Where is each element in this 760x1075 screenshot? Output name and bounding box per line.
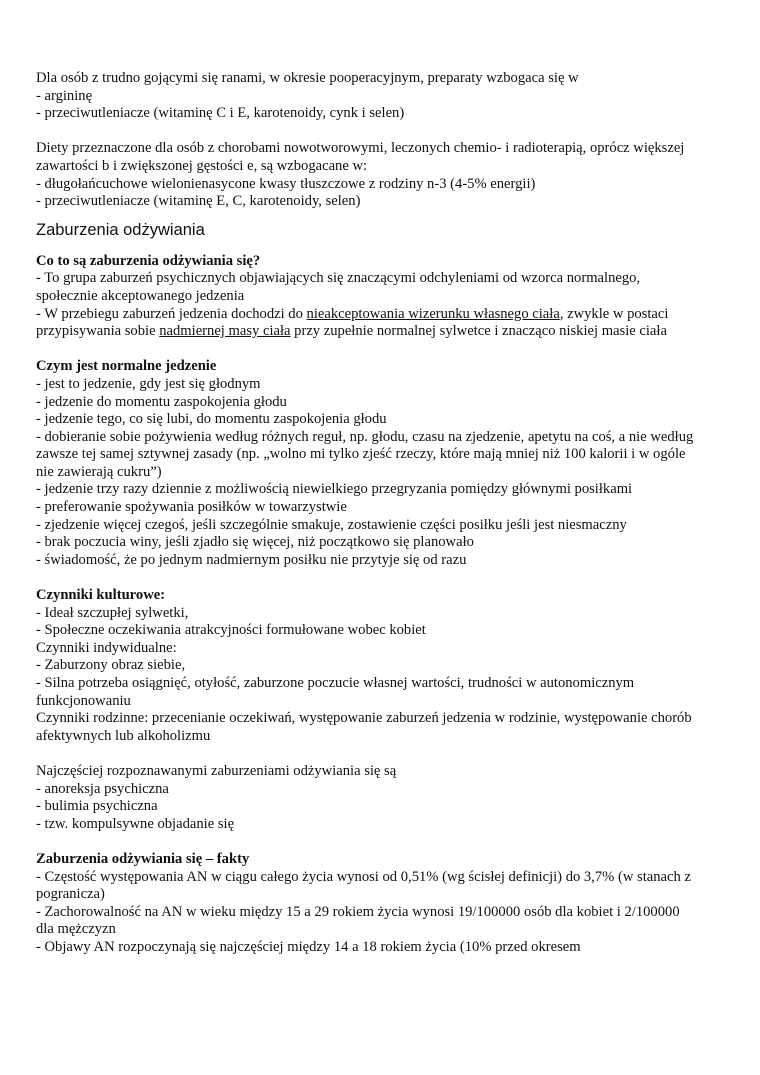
list-item: - dobieranie sobie pożywienia według różnych reguł, np. głodu, czasu na zjedzenie, apetytu na coś, a nie według zawsze tej samej sztywnej zasady (np. „wolno mi tylko zjeść rzeczy, które mają mniej niż 100 kalorii i w ogóle nie zawierają cukru”) bbox=[36, 428, 694, 480]
list-item: - W przebiegu zaburzeń jedzenia dochodzi do nieakceptowania wizerunku własnego ciała, zwykle w postaci przypisywania sobie nadmiernej masy ciała przy zupełnie normalnej sylwetce i znacząco niskiej masie ciała bbox=[36, 305, 669, 340]
list-item: - anoreksja psychiczna bbox=[36, 780, 169, 797]
list-item: - przeciwutleniacze (witaminę C i E, karotenoidy, cynk i selen) bbox=[36, 105, 405, 122]
wound-diet-intro: Dla osób z trudno gojącymi się ranami, w okresie pooperacyjnym, preparaty wzbogaca się w bbox=[36, 70, 579, 86]
list-item: - To grupa zaburzeń psychicznych objawiających się znaczącymi odchyleniami od wzorca normalnego, społecznie akceptowanego jedzenia bbox=[36, 270, 641, 304]
list-item: - Objawy AN rozpoczynają się najczęściej między 14 a 18 rokiem życia (10% przed okresem bbox=[36, 938, 581, 955]
list-item: - jedzenie do momentu zaspokojenia głodu bbox=[36, 393, 287, 410]
underlined-phrase: nieakceptowania wizerunku własnego ciała bbox=[306, 305, 560, 322]
family-factors: Czynniki rodzinne: przecenianie oczekiwań, występowanie zaburzeń jedzenia w rodzinie, występowanie chorób afektywnych lub alkoholizmu bbox=[36, 710, 692, 744]
list-item: - jedzenie tego, co się lubi, do momentu zaspokojenia głodu bbox=[36, 411, 387, 428]
paragraph-gap bbox=[36, 745, 696, 763]
list-item: - jedzenie trzy razy dziennie z możliwością niewielkiego przegryzania pomiędzy głównymi posiłkami bbox=[36, 481, 633, 498]
list-item: - preferowanie spożywania posiłków w towarzystwie bbox=[36, 499, 347, 516]
section-heading: Zaburzenia odżywiania bbox=[36, 220, 205, 239]
paragraph-gap bbox=[36, 123, 696, 141]
individual-factors-title: Czynniki indywidualne: bbox=[36, 639, 177, 656]
list-item: - Silna potrzeba osiągnięć, otyłość, zaburzone poczucie własnej wartości, trudności w autonomicznym funkcjonowaniu bbox=[36, 675, 635, 709]
list-item: - Zachorowalność na AN w wieku między 15 a 29 rokiem życia wynosi 19/100000 osób dla kobiet i 2/100000 dla mężczyzn bbox=[36, 903, 680, 938]
cancer-diet-intro: Diety przeznaczone dla osób z chorobami nowotworowymi, leczonych chemio- i radioterapią, oprócz większej zawartości b i zwiększonej gęstości e, są wzbogacane w: bbox=[36, 140, 685, 174]
list-item: - tzw. kompulsywne objadanie się bbox=[36, 815, 235, 832]
list-item: - brak poczucia winy, jeśli zjadło się więcej, niż początkowo się planowało bbox=[36, 534, 474, 551]
what-is-title: Co to są zaburzenia odżywiania się? bbox=[36, 252, 261, 269]
normal-eating-title: Czym jest normalne jedzenie bbox=[36, 358, 217, 375]
list-item: - Społeczne oczekiwania atrakcyjności formułowane wobec kobiet bbox=[36, 622, 426, 639]
paragraph-gap bbox=[36, 833, 696, 851]
list-item: - jest to jedzenie, gdy jest się głodnym bbox=[36, 375, 261, 392]
list-item: - Ideał szczupłej sylwetki, bbox=[36, 604, 189, 621]
facts-title: Zaburzenia odżywiania się – fakty bbox=[36, 850, 250, 867]
list-item: - bulimia psychiczna bbox=[36, 798, 158, 815]
underlined-phrase: nadmiernej masy ciała bbox=[159, 323, 291, 340]
common-disorders-intro: Najczęściej rozpoznawanymi zaburzeniami odżywiania się są bbox=[36, 762, 397, 779]
list-item: - Zaburzony obraz siebie, bbox=[36, 657, 186, 674]
list-item: - długołańcuchowe wielonienasycone kwasy tłuszczowe z rodziny n-3 (4-5% energii) bbox=[36, 175, 536, 192]
list-item: - przeciwutleniacze (witaminę E, C, karotenoidy, selen) bbox=[36, 193, 361, 210]
list-item: - Częstość występowania AN w ciągu całego życia wynosi od 0,51% (wg ścisłej definicji) do 3,7% (w stanach z pogranicza) bbox=[36, 868, 691, 903]
paragraph-gap bbox=[36, 569, 696, 587]
list-item: - zjedzenie więcej czegoś, jeśli szczególnie smakuje, zostawienie części posiłku jeśli jest niesmaczny bbox=[36, 516, 627, 533]
cultural-factors-title: Czynniki kulturowe: bbox=[36, 587, 166, 604]
paragraph-gap bbox=[36, 341, 696, 359]
list-item: - argininę bbox=[36, 87, 93, 104]
document-page bbox=[36, 70, 696, 957]
list-item: - świadomość, że po jednym nadmiernym posiłku nie przytyje się od razu bbox=[36, 551, 467, 568]
